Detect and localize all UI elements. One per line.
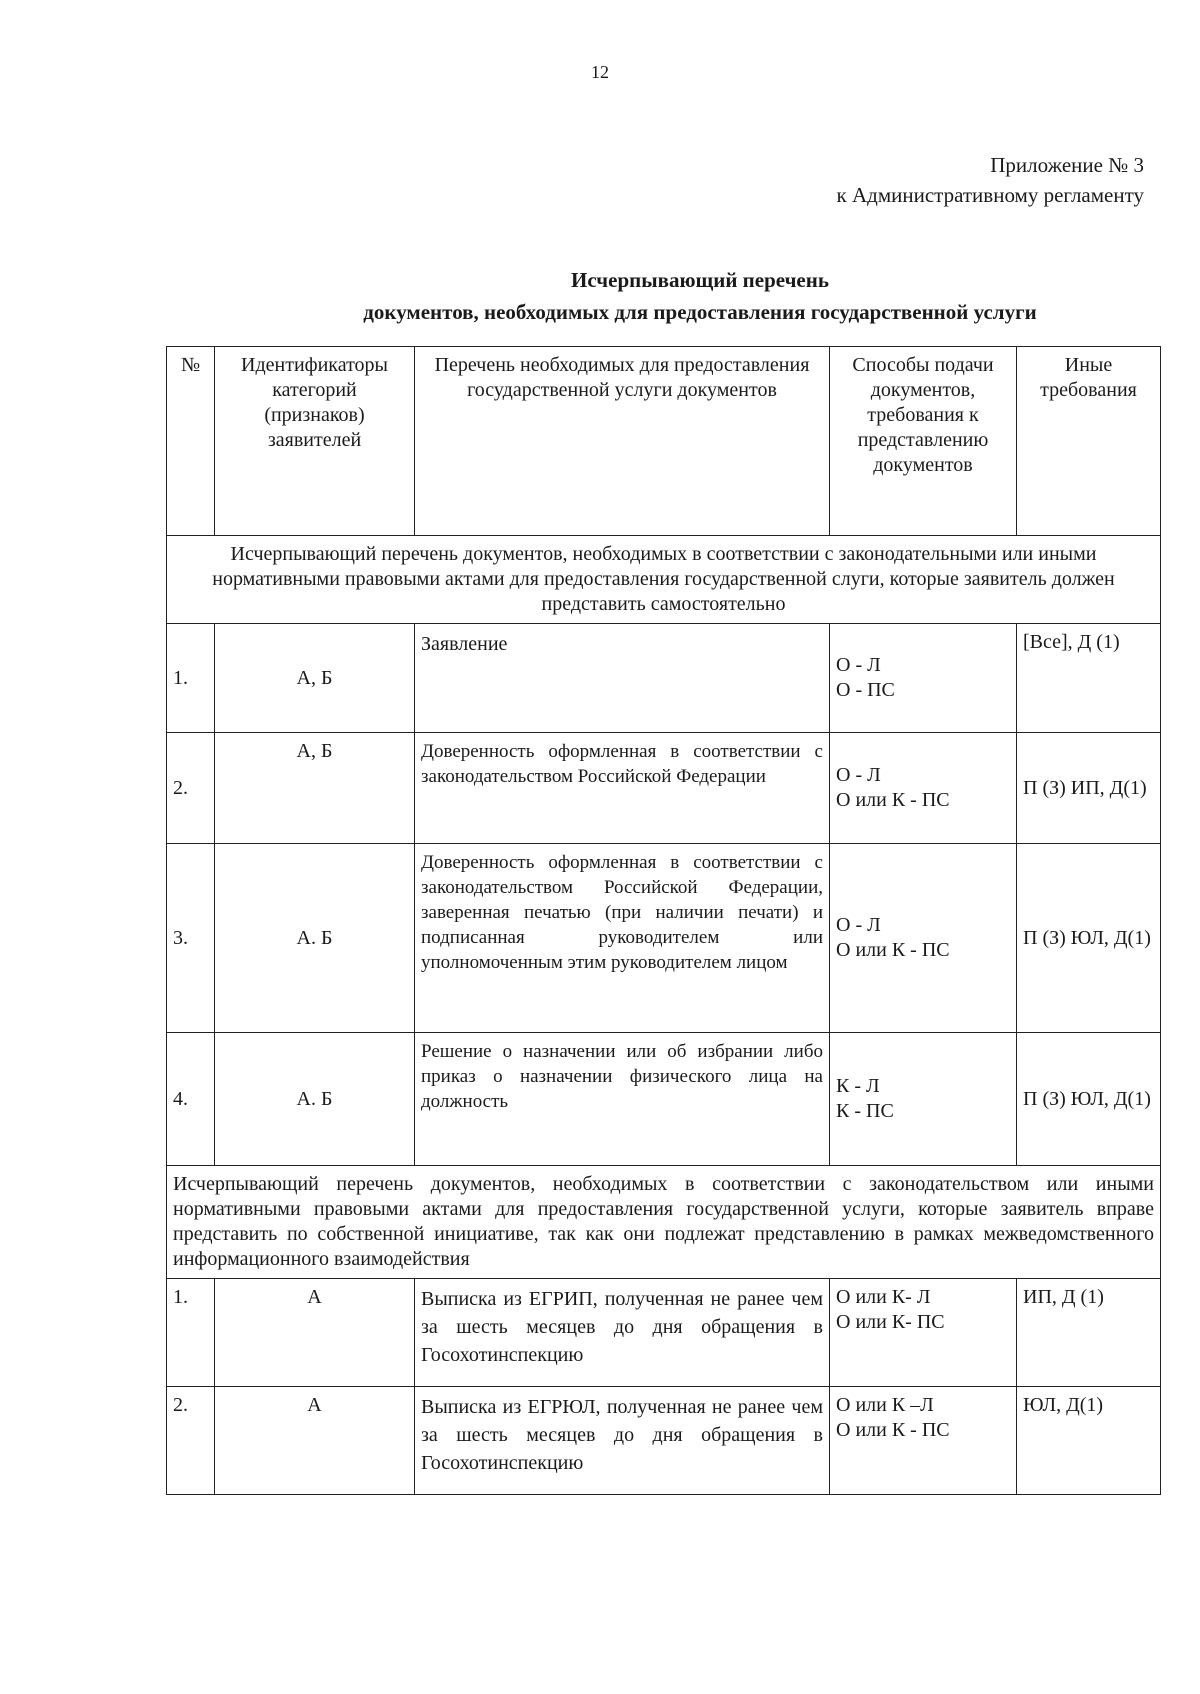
table-row [167,1279,1161,1387]
table-row [167,844,1161,1033]
row-method-1: К - Л [836,1075,880,1097]
header-methods: Способы подачи документов, требования к представлению документов [830,347,1017,536]
table-row [167,1387,1161,1495]
row-category: А, Б [215,624,415,733]
row-document: Выписка из ЕГРИП, полученная не ранее чем за шесть месяцев до дня обращения в Госохотинспекцию [415,1279,830,1387]
appendix-line-1: Приложение № 3 [990,153,1144,177]
row-methods [830,624,1017,733]
row-document: Доверенность оформленная в соответствии с законодательством Российской Федерации [415,733,830,844]
row-document: Доверенность оформленная в соответствии с законодательством Российской Федерации, заверенная печатью (при наличии печати) и подписанная руководителем или уполномоченным этим руководителем лицом [415,844,830,1033]
row-num: 2. [167,1387,215,1495]
row-method-1: О - Л [836,914,881,936]
row-category: А [215,1279,415,1387]
row-methods [830,844,1017,1033]
title-line-1: Исчерпывающий перечень [571,268,829,292]
row-num: 1. [167,624,215,733]
row-method-1: О - Л [836,654,881,676]
row-method-2: О - ПС [836,679,895,701]
row-method-2: О или К - ПС [836,1419,950,1441]
section-1-title-row [167,536,1161,624]
header-categories: Идентификаторы категорий (признаков) заявителей [215,347,415,536]
row-other: ИП, Д (1) [1017,1279,1161,1387]
section-2-title-row [167,1166,1161,1279]
appendix-note [837,150,1144,210]
table-row [167,1033,1161,1166]
section-1-title: Исчерпывающий перечень документов, необходимых в соответствии с законодательными или иными нормативными правовыми актами для предоставления государственной слуги, которые заявитель должен представить самостоятельно [167,536,1161,624]
row-method-2: О или К- ПС [836,1311,945,1333]
row-method-2: О или К - ПС [836,789,950,811]
table-row [167,624,1161,733]
page-number: 12 [591,62,609,82]
row-num: 2. [167,733,215,844]
header-documents: Перечень необходимых для предоставления государственной услуги документов [415,347,830,536]
row-methods [830,1279,1017,1387]
row-num: 4. [167,1033,215,1166]
row-document: Заявление [415,624,830,733]
documents-table [166,346,1161,1495]
row-category: А. Б [215,844,415,1033]
row-num: 3. [167,844,215,1033]
row-methods [830,733,1017,844]
table-header-row [167,347,1161,536]
row-other: П (З) ИП, Д(1) [1017,733,1161,844]
section-2-title: Исчерпывающий перечень документов, необходимых в соответствии с законодательством или иными нормативными правовыми актами для предоставления государственной услуги, которые заявитель вправе представить по собственной инициативе, так как они подлежат представлению в рамках межведомственного информационного взаимодействия [167,1166,1161,1279]
row-method-2: К - ПС [836,1100,894,1122]
row-document: Выписка из ЕГРЮЛ, полученная не ранее чем за шесть месяцев до дня обращения в Госохотинспекцию [415,1387,830,1495]
row-method-1: О или К- Л [836,1286,931,1308]
header-num: № [167,347,215,536]
row-category: А [215,1387,415,1495]
appendix-line-2: к Административному регламенту [836,183,1144,207]
row-other: ЮЛ, Д(1) [1017,1387,1161,1495]
header-other: Иные требования [1017,347,1161,536]
row-method-1: О - Л [836,764,881,786]
row-method-1: О или К –Л [836,1394,934,1416]
row-category: А, Б [215,733,415,844]
row-other: П (З) ЮЛ, Д(1) [1017,844,1161,1033]
row-methods [830,1033,1017,1166]
table-row [167,733,1161,844]
row-methods [830,1387,1017,1495]
row-other: П (З) ЮЛ, Д(1) [1017,1033,1161,1166]
row-method-2: О или К - ПС [836,939,950,961]
title-line-2: документов, необходимых для предоставления государственной услуги [363,300,1037,324]
row-other: [Все], Д (1) [1017,624,1161,733]
document-title [250,264,1150,328]
row-category: А. Б [215,1033,415,1166]
row-num: 1. [167,1279,215,1387]
row-document: Решение о назначении или об избрании либо приказ о назначении физического лица на должность [415,1033,830,1166]
